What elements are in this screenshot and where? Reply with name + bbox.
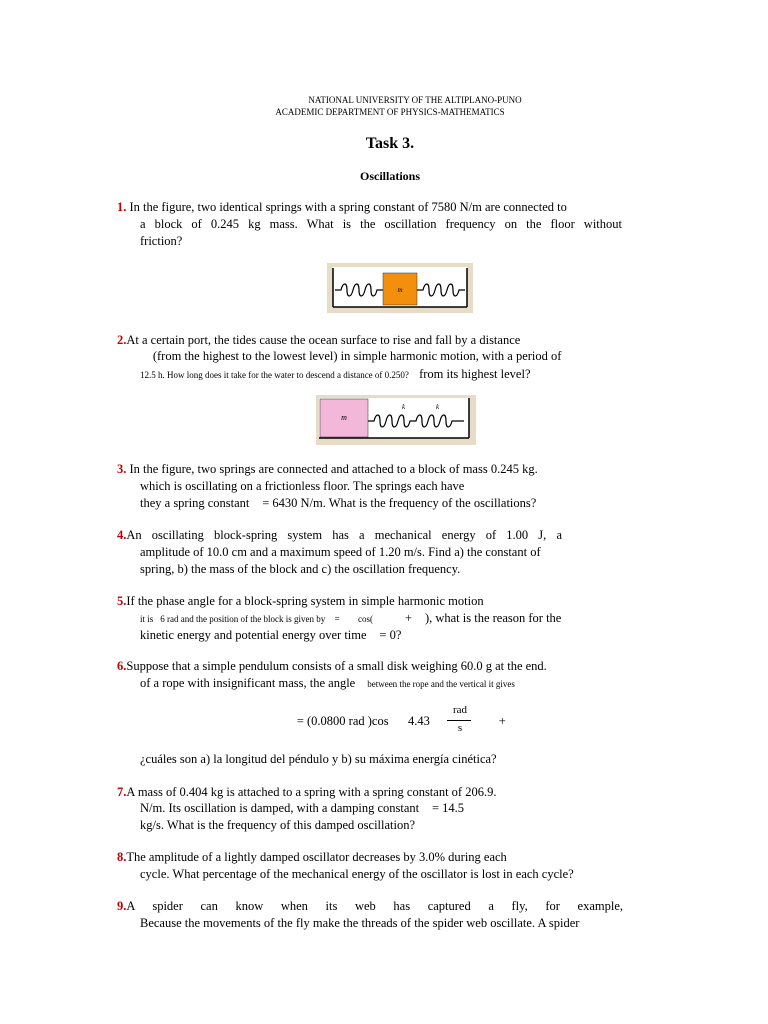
problem-6-line-2	[140, 675, 515, 692]
spring-2-label: k	[436, 403, 440, 411]
problem-9-line-2: Because the movements of the fly make the threads of the spider web oscillate. A spider	[140, 916, 580, 930]
problem-1-number: 1.	[117, 200, 127, 214]
spring-1-label: k	[402, 403, 406, 411]
problem-3-text-1: In the figure, two springs are connected and attached to a block of mass 0.245 kg.	[126, 462, 538, 476]
problem-4-number: 4.	[117, 528, 127, 542]
problem-7-line-2: N/m. Its oscillation is damped, with a damping constant  = 14.5	[140, 801, 465, 815]
equation-right:     +    	[473, 714, 532, 728]
problem-5-line-3: kinetic energy and potential energy over time  = 0?	[140, 628, 402, 642]
problem-8-line-2: cycle. What percentage of the mechanical energy of the oscillator is lost in each cycle?	[140, 867, 574, 881]
problem-5-text-2b: +  ), what is the reason for the	[405, 611, 562, 625]
problem-6-text-2b: between the rope and the vertical it gives	[364, 679, 515, 689]
problem-8-text-1: The amplitude of a lightly damped oscillator decreases by 3.0% during each	[126, 850, 507, 864]
problem-5-text-1: If the phase angle for a block-spring system in simple harmonic motion	[126, 594, 484, 608]
problem-7-line-3: kg/s. What is the frequency of this damped oscillation?	[140, 818, 416, 832]
problem-8-number: 8.	[117, 850, 127, 864]
problem-6-text-2a: of a rope with insignificant mass, the angle 	[140, 676, 365, 690]
problem-4-line-2: amplitude of 10.0 cm and a maximum speed of 1.20 m/s. Find a) the constant of	[140, 545, 541, 559]
problem-5-text-2a: it is 6 rad and the position of the block is given by  =    cos(	[140, 614, 374, 624]
pink-block-label: m	[341, 413, 347, 422]
problem-2-text-1: At a certain port, the tides cause the ocean surface to rise and fall by a distance	[126, 333, 521, 347]
figure-block-series-springs	[316, 395, 476, 445]
problem-5-line-1	[117, 593, 484, 609]
problem-2-line-1	[117, 332, 520, 348]
problem-4-line-1	[117, 527, 562, 543]
equation-fraction-numerator: rad	[452, 704, 468, 716]
problem-1-line-3: friction?	[140, 234, 183, 248]
problem-9-text-1: A spider can know when its web has captured a fly, for example,	[126, 899, 623, 913]
department-header: ACADEMIC DEPARTMENT OF PHYSICS-MATHEMATICS	[275, 107, 505, 117]
problem-5-line-2	[140, 610, 561, 627]
problem-7-text-1: A mass of 0.404 kg is attached to a spring with a spring constant of 206.9.	[126, 785, 497, 799]
problem-9-line-1	[117, 898, 623, 914]
equation-left:   = (0.0800 rad )cos  4.43	[284, 714, 430, 728]
page-title: Task 3.	[365, 135, 415, 152]
problem-2-line-2:   (from the highest to the lowest level) in simple harmonic motion, with a period of	[140, 349, 562, 363]
problem-2-text-3b: from its highest level?	[415, 367, 531, 381]
problem-6-number: 6.	[117, 659, 127, 673]
equation-fraction-denominator: s	[457, 722, 463, 734]
problem-3-line-1	[117, 461, 538, 477]
problem-3-line-2: which is oscillating on a frictionless floor. The springs each have	[140, 479, 465, 493]
problem-3-line-3: they a spring constant  = 6430 N/m. What is the frequency of the oscillations?	[140, 496, 537, 510]
problem-8-line-1	[117, 849, 507, 865]
problem-2-text-3a: 12.5 h. How long does it take for the water to descend a distance of 0.250? 	[140, 370, 416, 380]
page-subtitle: Oscillations	[359, 169, 420, 183]
problem-6-line-1	[117, 658, 547, 674]
equation-fraction-bar	[447, 720, 471, 721]
problem-3-number: 3.	[117, 462, 127, 476]
problem-4-line-3: spring, b) the mass of the block and c) the oscillation frequency.	[140, 562, 461, 576]
problem-5-number: 5.	[117, 594, 127, 608]
problem-7-line-1	[117, 784, 496, 800]
problem-1-line-2: a block of 0.245 kg mass. What is the oscillation frequency on the floor without	[140, 217, 622, 231]
problem-6-text-1: Suppose that a simple pendulum consists of a small disk weighing 60.0 g at the end.	[126, 659, 547, 673]
problem-4-text-1: An oscillating block-spring system has a mechanical energy of 1.00 J, a	[126, 528, 562, 542]
problem-9-number: 9.	[117, 899, 127, 913]
university-header: NATIONAL UNIVERSITY OF THE ALTIPLANO-PUNO	[308, 95, 522, 105]
problem-1-line-1	[117, 199, 567, 215]
problem-1-text-1: In the figure, two identical springs with a spring constant of 7580 N/m are connected to	[126, 200, 567, 214]
block-mass-label: m	[397, 286, 403, 294]
problem-6-line-3: ¿cuáles son a) la longitud del péndulo y b) su máxima energía cinética?	[140, 752, 497, 766]
figure-two-springs-block	[327, 263, 473, 313]
problem-7-number: 7.	[117, 785, 127, 799]
problem-2-number: 2.	[117, 333, 127, 347]
problem-2-line-3	[140, 366, 531, 383]
